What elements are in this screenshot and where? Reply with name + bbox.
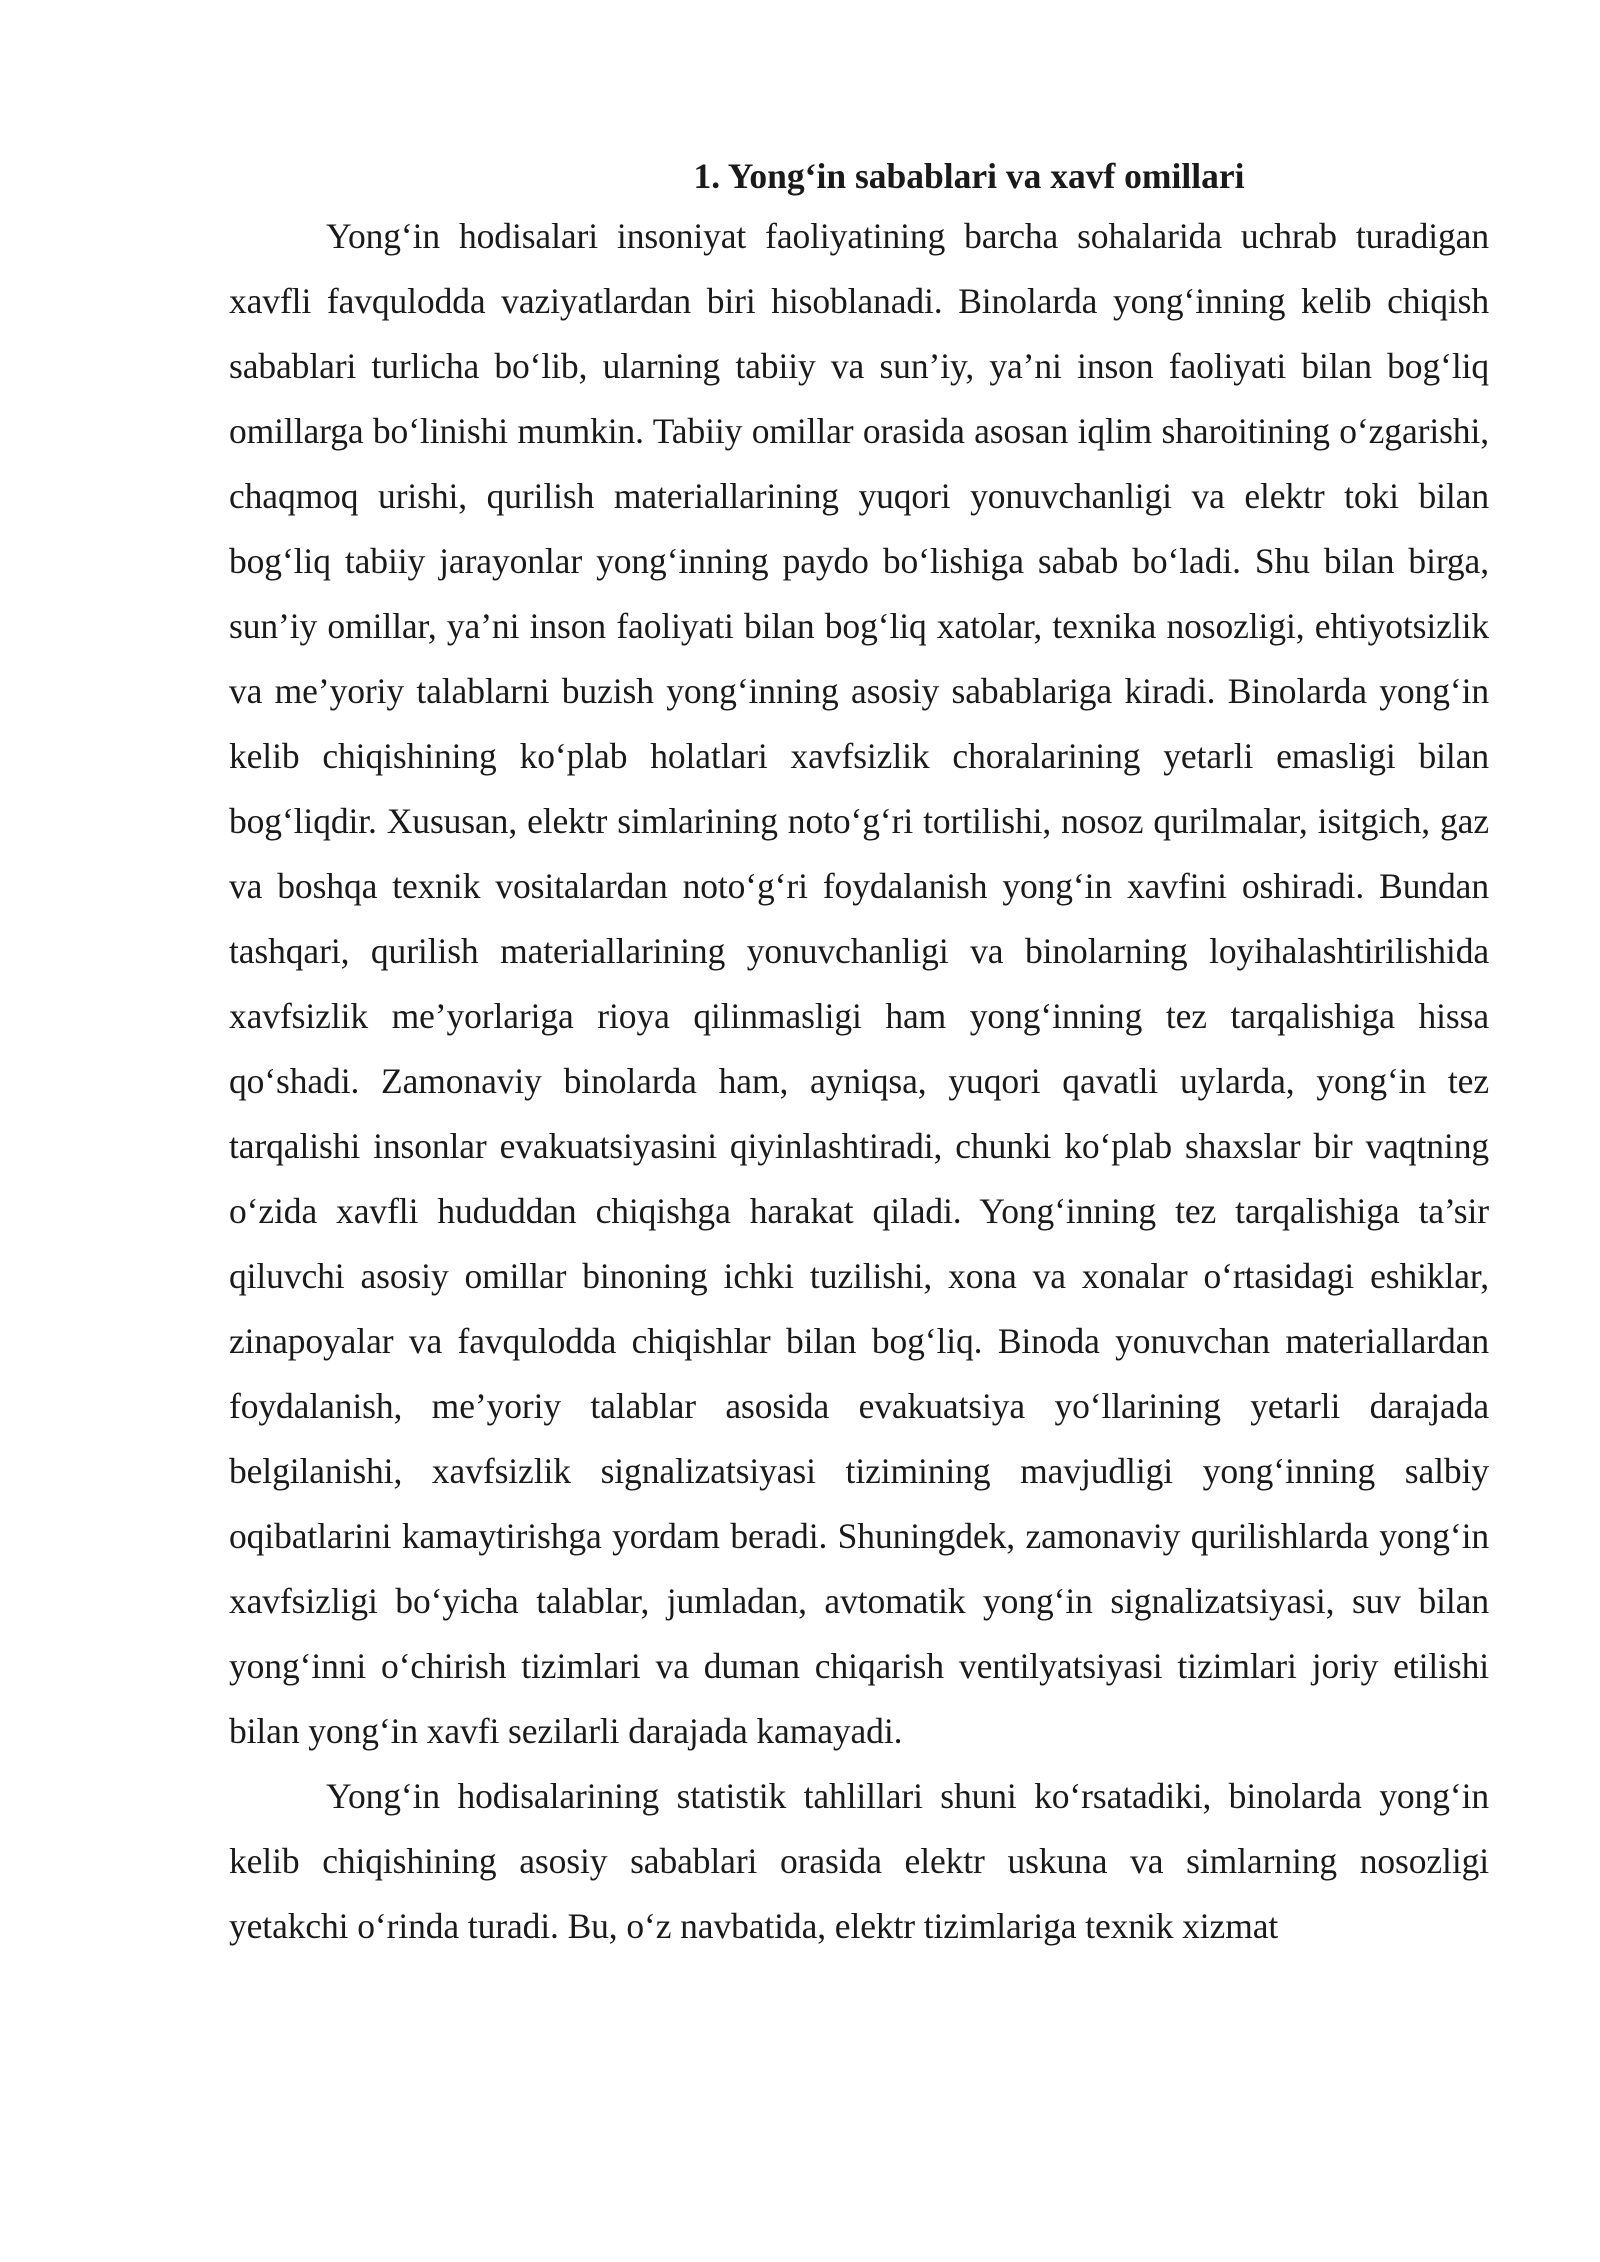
body-paragraph-1: Yong‘in hodisalari insoniyat faoliyatining barcha sohalarida uchrab turadigan xavfli favqulodda vaziyatlardan biri hisoblanadi. Binolarda yong‘inning kelib chiqish sabablari turlicha bo‘lib, ularning tabiiy va sun’iy, ya’ni inson faoliyati bilan bog‘liq omillarga bo‘linishi mumkin. Tabiiy omillar orasida asosan iqlim sharoitining o‘zgarishi, chaqmoq urishi, qurilish materiallarining yuqori yonuvchanligi va elektr toki bilan bog‘liq tabiiy jarayonlar yong‘inning paydo bo‘lishiga sabab bo‘ladi. Shu bilan birga, sun’iy omillar, ya’ni inson faoliyati bilan bog‘liq xatolar, texnika nosozligi, ehtiyotsizlik va me’yoriy talablarni buzish yong‘inning asosiy sabablariga kiradi. Binolarda yong‘in kelib chiqishining ko‘plab holatlari xavfsizlik choralarining yetarli emasligi bilan bog‘liqdir. Xususan, elektr simlarining noto‘g‘ri tortilishi, nosoz qurilmalar, isitgich, gaz va boshqa texnik vositalardan noto‘g‘ri foydalanish yong‘in xavfini oshiradi. Bundan tashqari, qurilish materiallarining yonuvchanligi va binolarning loyihalashtirilishida xavfsizlik me’yorlariga rioya qilinmasligi ham yong‘inning tez tarqalishiga hissa qo‘shadi. Zamonaviy binolarda ham, ayniqsa, yuqori qavatli uylarda, yong‘in tez tarqalishi insonlar evakuatsiyasini qiyinlashtiradi, chunki ko‘plab shaxslar bir vaqtning o‘zida xavfli hududdan chiqishga harakat qiladi. Yong‘inning tez tarqalishiga ta’sir qiluvchi asosiy omillar binoning ichki tuzilishi, xona va xonalar o‘rtasidagi eshiklar, zinapoyalar va favqulodda chiqishlar bilan bog‘liq. Binoda yonuvchan materiallardan foydalanish, me’yoriy talablar asosida evakuatsiya yo‘llarining yetarli darajada belgilanishi, xavfsizlik signalizatsiyasi tizimining mavjudligi yong‘inning salbiy oqibatlarini kamaytirishga yordam beradi. Shuningdek, zamonaviy qurilishlarda yong‘in xavfsizligi bo‘yicha talablar, jumladan, avtomatik yong‘in signalizatsiyasi, suv bilan yong‘inni o‘chirish tizimlari va duman chiqarish ventilyatsiyasi tizimlari joriy etilishi bilan yong‘in xavfi sezilarli darajada kamayadi. [229,216,1489,1751]
section-heading: 1. Yong‘in sabablari va xavf omillari [693,156,1245,196]
document-body [229,150,1489,1959]
body-paragraph-2: Yong‘in hodisalarining statistik tahlillari shuni ko‘rsatadiki, binolarda yong‘in kelib chiqishining asosiy sabablari orasida elektr uskuna va simlarning nosozligi yetakchi o‘rinda turadi. Bu, o‘z navbatida, elektr tizimlariga texnik xizmat [229,1776,1489,1946]
